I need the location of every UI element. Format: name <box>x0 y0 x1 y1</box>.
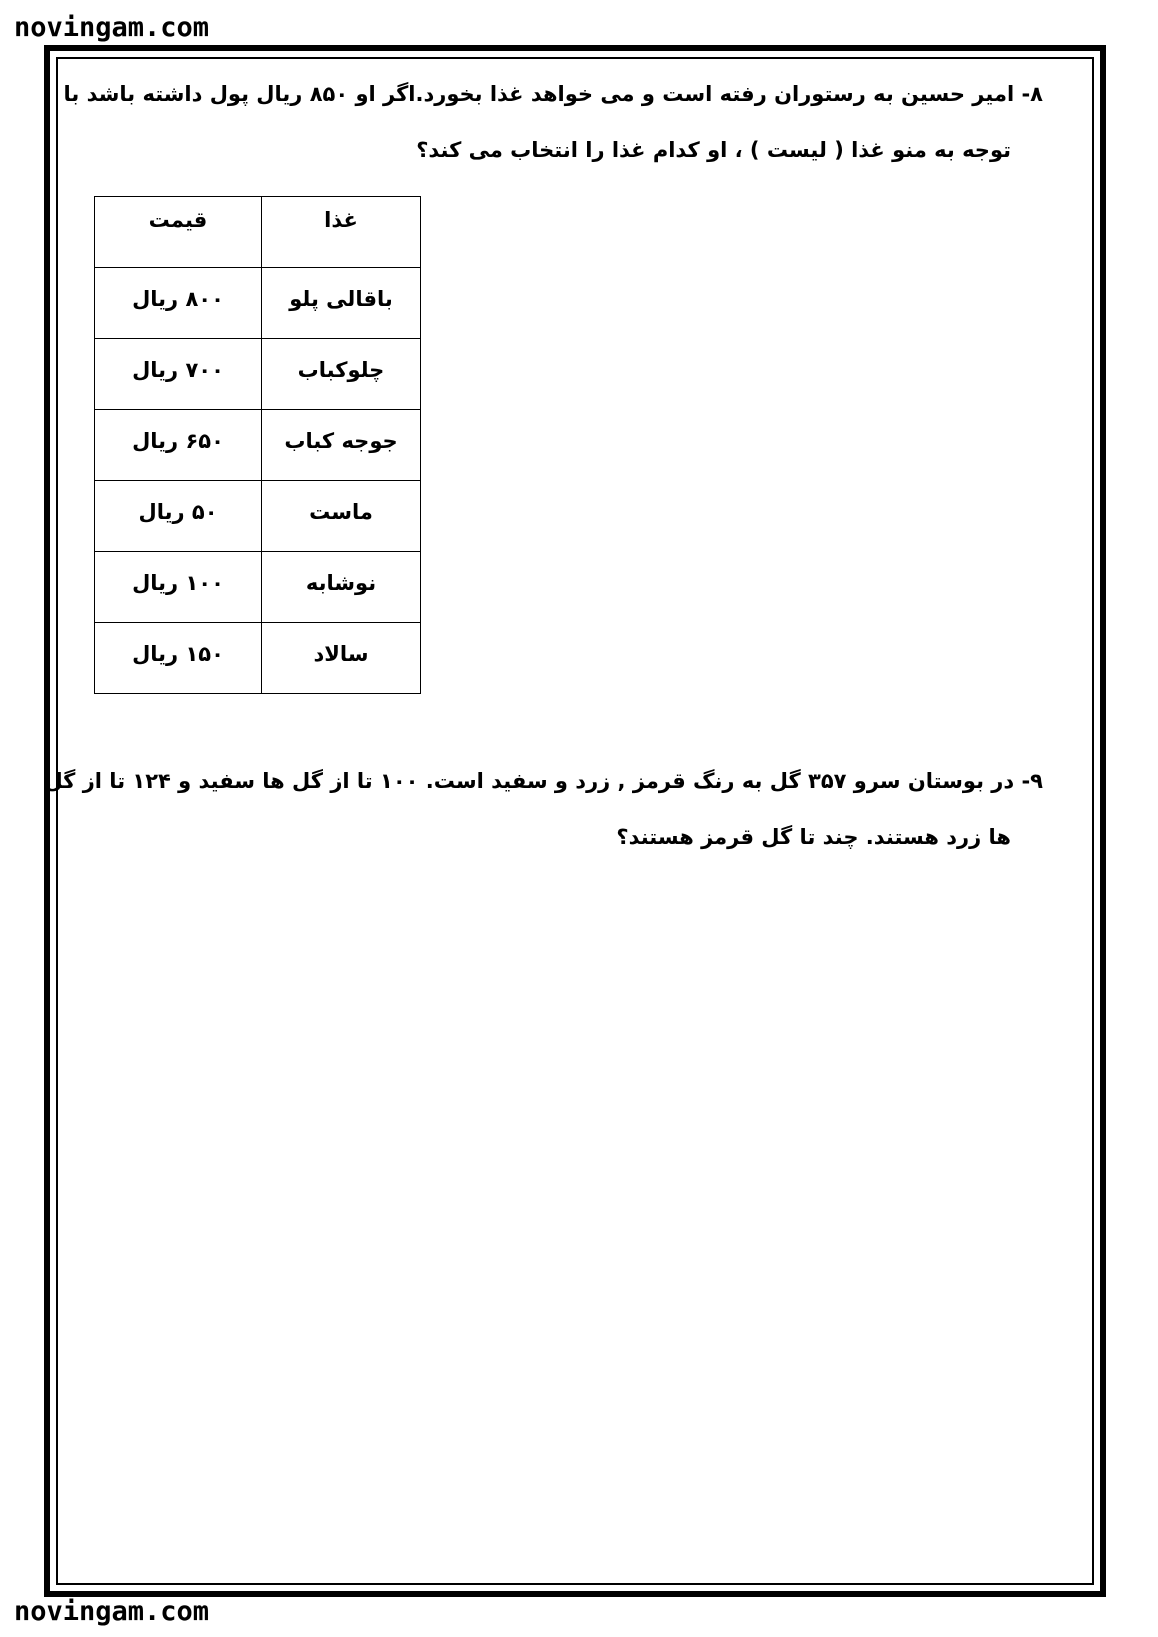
header-price: قیمت <box>95 197 262 268</box>
price-cell: ۸۰۰ ریال <box>95 268 262 339</box>
question-9 <box>44 753 1043 865</box>
question-8-line-1: ۸- امیر حسین به رستوران رفته است و می خواهد غذا بخورد.اگر او ۸۵۰ ریال پول داشته باشد با <box>63 82 1043 106</box>
price-cell: ۶۵۰ ریال <box>95 410 262 481</box>
table-row <box>95 268 421 339</box>
watermark-top: novingam.com <box>14 12 210 43</box>
price-cell: ۵۰ ریال <box>95 481 262 552</box>
price-cell: ۱۰۰ ریال <box>95 552 262 623</box>
table-row <box>95 623 421 694</box>
food-cell: ماست <box>262 481 421 552</box>
food-cell: نوشابه <box>262 552 421 623</box>
question-9-line-1: ۹- در بوستان سرو ۳۵۷ گل به رنگ قرمز , زرد و سفید است. ۱۰۰ تا از گل ها سفید و ۱۲۴ تا از گل <box>44 769 1043 793</box>
header-food: غذا <box>262 197 421 268</box>
food-cell: باقالی پلو <box>262 268 421 339</box>
table-row <box>95 552 421 623</box>
question-8 <box>63 66 1043 178</box>
table-row <box>95 481 421 552</box>
price-cell: ۷۰۰ ریال <box>95 339 262 410</box>
price-cell: ۱۵۰ ریال <box>95 623 262 694</box>
question-8-line-2: توجه به منو غذا ( لیست ) ، او کدام غذا را انتخاب می کند؟ <box>416 138 1011 162</box>
table-row <box>95 410 421 481</box>
food-cell: جوجه کباب <box>262 410 421 481</box>
watermark-bottom: novingam.com <box>14 1596 210 1627</box>
menu-table <box>94 196 421 694</box>
table-header-row <box>95 197 421 268</box>
question-9-line-2: ها زرد هستند. چند تا گل قرمز هستند؟ <box>616 825 1011 849</box>
food-cell: سالاد <box>262 623 421 694</box>
food-cell: چلوکباب <box>262 339 421 410</box>
table-row <box>95 339 421 410</box>
